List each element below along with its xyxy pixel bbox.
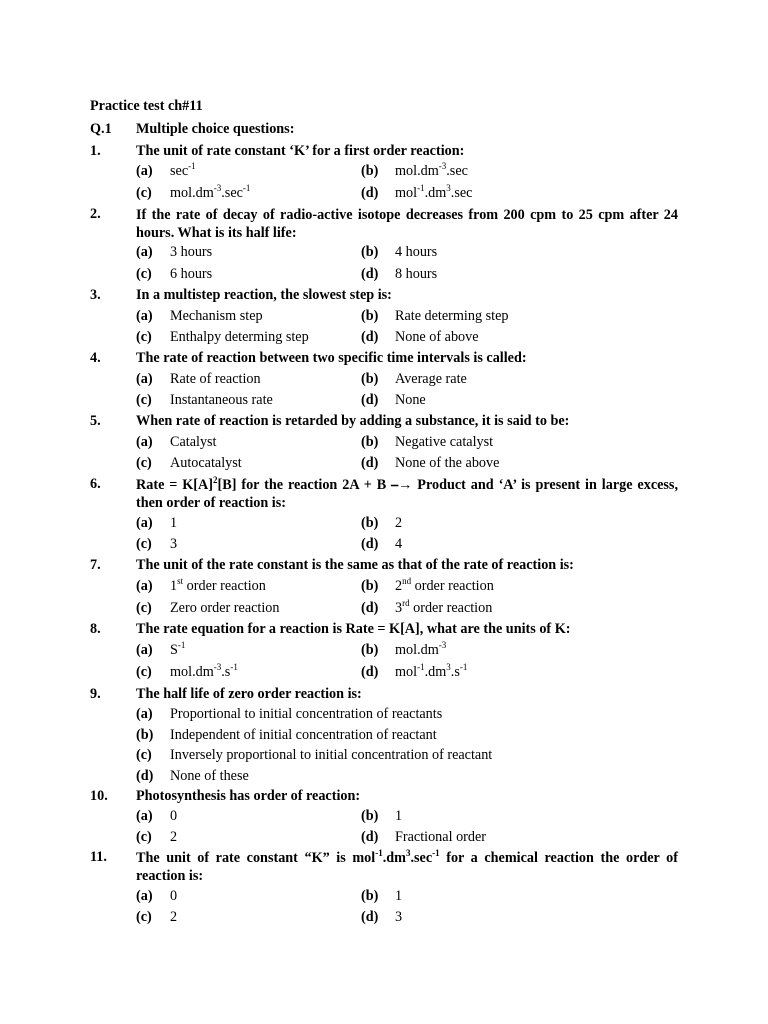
option-text: 6 hours	[170, 266, 213, 282]
option-text: Mechanism step	[170, 308, 263, 324]
option-label: (c)	[136, 909, 152, 925]
question-text: The rate of reaction between two specific time intervals is called:	[136, 350, 527, 366]
question-text: The rate equation for a reaction is Rate = K[A], what are the units of K:	[136, 621, 571, 637]
option-label: (a)	[136, 578, 153, 594]
option-label: (d)	[136, 768, 154, 784]
option-label: (a)	[136, 808, 153, 824]
question-text: Rate = $K[A]^2[B]$ for the reaction 2A + B ⎯→ Product and ‘A’ is present in large excess, then order of reaction is:	[136, 475, 678, 511]
title-text: Practice test ch#11	[90, 98, 203, 114]
question-number: 2.	[90, 206, 101, 222]
option-label: (c)	[136, 664, 152, 680]
option-label: (d)	[361, 536, 379, 552]
question-number: 10.	[90, 788, 108, 804]
option-label: (d)	[361, 392, 379, 408]
option-text: Proportional to initial concentration of reactants	[170, 706, 443, 722]
option-text: Inversely proportional to initial concentration of reactant	[170, 747, 493, 763]
option-text: 4	[395, 536, 403, 552]
option-text: 3	[170, 536, 178, 552]
option-text: Negative catalyst	[395, 434, 494, 450]
option-label: (b)	[361, 888, 379, 904]
question-text: The unit of rate constant “K” is $mol^{-1}.dm^3.\sec^{-1}$ for a chemical reaction the order of reaction is:	[136, 848, 678, 884]
question-number: 1.	[90, 143, 101, 159]
option-text: Instantaneous rate	[170, 392, 273, 408]
option-label: (b)	[361, 434, 379, 450]
option-text: 2	[170, 909, 178, 925]
option-label: (a)	[136, 244, 153, 260]
option-text: 1	[395, 888, 403, 904]
question-text: The unit of rate constant ‘K’ for a first order reaction:	[136, 143, 465, 159]
option-text: $mol.dm^{-3}$	[395, 640, 447, 658]
option-label: (c)	[136, 829, 152, 845]
question-number: 6.	[90, 476, 101, 492]
option-label: (a)	[136, 371, 153, 387]
option-label: (d)	[361, 664, 379, 680]
option-label: (c)	[136, 747, 152, 763]
option-text: None of above	[395, 329, 479, 345]
option-text: 4 hours	[395, 244, 438, 260]
question-text: The unit of the rate constant is the same as that of the rate of reaction is:	[136, 557, 574, 573]
question-text: The half life of zero order reaction is:	[136, 686, 362, 702]
option-label: (c)	[136, 455, 152, 471]
question-text: In a multistep reaction, the slowest step is:	[136, 287, 392, 303]
option-label: (c)	[136, 600, 152, 616]
option-text: Independent of initial concentration of reactant	[170, 727, 437, 743]
option-label: (c)	[136, 392, 152, 408]
question-number: 9.	[90, 686, 101, 702]
option-text: None of these	[170, 768, 249, 784]
option-label: (b)	[361, 808, 379, 824]
option-text: 1st order reaction	[170, 576, 266, 594]
question-text: When rate of reaction is retarded by adding a substance, it is said to be:	[136, 413, 570, 429]
option-text: Zero order reaction	[170, 600, 280, 616]
option-label: (c)	[136, 266, 152, 282]
option-label: (d)	[361, 266, 379, 282]
option-text: $mol.dm^{-3}.\sec$	[395, 161, 468, 179]
question-number: 11.	[90, 849, 107, 865]
option-text: $S^{-1}$	[170, 640, 186, 658]
option-text: 3 hours	[170, 244, 213, 260]
option-text: None	[395, 392, 426, 408]
option-text: $mol^{-1}.dm^3.s^{-1}$	[395, 662, 468, 680]
option-label: (b)	[361, 578, 379, 594]
option-label: (a)	[136, 163, 153, 179]
question-number: 7.	[90, 557, 101, 573]
option-text: 0	[170, 808, 178, 824]
option-label: (c)	[136, 329, 152, 345]
section-heading: Multiple choice questions:	[136, 121, 295, 137]
option-label: (d)	[361, 600, 379, 616]
option-text: $mol^{-1}.dm^3.\sec$	[395, 183, 473, 201]
document-title	[90, 98, 678, 115]
question-text: Photosynthesis has order of reaction:	[136, 788, 361, 804]
option-text: $\sec^{-1}$	[170, 161, 196, 179]
question-number: 5.	[90, 413, 101, 429]
option-text: 8 hours	[395, 266, 438, 282]
option-label: (b)	[136, 727, 154, 743]
option-text: 1	[170, 515, 178, 531]
option-text: Rate of reaction	[170, 371, 261, 387]
option-text: Autocatalyst	[170, 455, 242, 471]
option-label: (a)	[136, 434, 153, 450]
option-text: 0	[170, 888, 178, 904]
option-label: (c)	[136, 185, 152, 201]
question-number: 3.	[90, 287, 101, 303]
option-text: Catalyst	[170, 434, 217, 450]
option-label: (d)	[361, 329, 379, 345]
option-text: Enthalpy determing step	[170, 329, 309, 345]
option-label: (d)	[361, 455, 379, 471]
option-label: (d)	[361, 909, 379, 925]
question-text: If the rate of decay of radio-active isotope decreases from 200 cpm to 25 cpm after 24 hours. What is its half life:	[136, 207, 678, 241]
option-label: (b)	[361, 308, 379, 324]
option-label: (a)	[136, 308, 153, 324]
option-label: (b)	[361, 515, 379, 531]
option-label: (a)	[136, 706, 153, 722]
option-label: (b)	[361, 244, 379, 260]
option-label: (d)	[361, 185, 379, 201]
option-label: (a)	[136, 888, 153, 904]
option-text: 3	[395, 909, 403, 925]
section-number: Q.1	[90, 121, 112, 137]
option-text: Rate determing step	[395, 308, 509, 324]
option-text: 2	[170, 829, 178, 845]
option-text: Fractional order	[395, 829, 486, 845]
option-text: 1	[395, 808, 403, 824]
question-number: 4.	[90, 350, 101, 366]
option-text: $mol.dm^{-3}.\sec^{-1}$	[170, 183, 251, 201]
option-text: 2nd order reaction	[395, 576, 494, 594]
option-label: (a)	[136, 642, 153, 658]
option-text: Average rate	[395, 371, 467, 387]
option-label: (b)	[361, 163, 379, 179]
option-text: $mol.dm^{-3}.s^{-1}$	[170, 662, 238, 680]
option-label: (b)	[361, 642, 379, 658]
option-text: None of the above	[395, 455, 500, 471]
option-label: (a)	[136, 515, 153, 531]
option-label: (b)	[361, 371, 379, 387]
option-label: (c)	[136, 536, 152, 552]
option-label: (d)	[361, 829, 379, 845]
option-text: 2	[395, 515, 403, 531]
option-text: 3rd order reaction	[395, 598, 493, 616]
question-number: 8.	[90, 621, 101, 637]
